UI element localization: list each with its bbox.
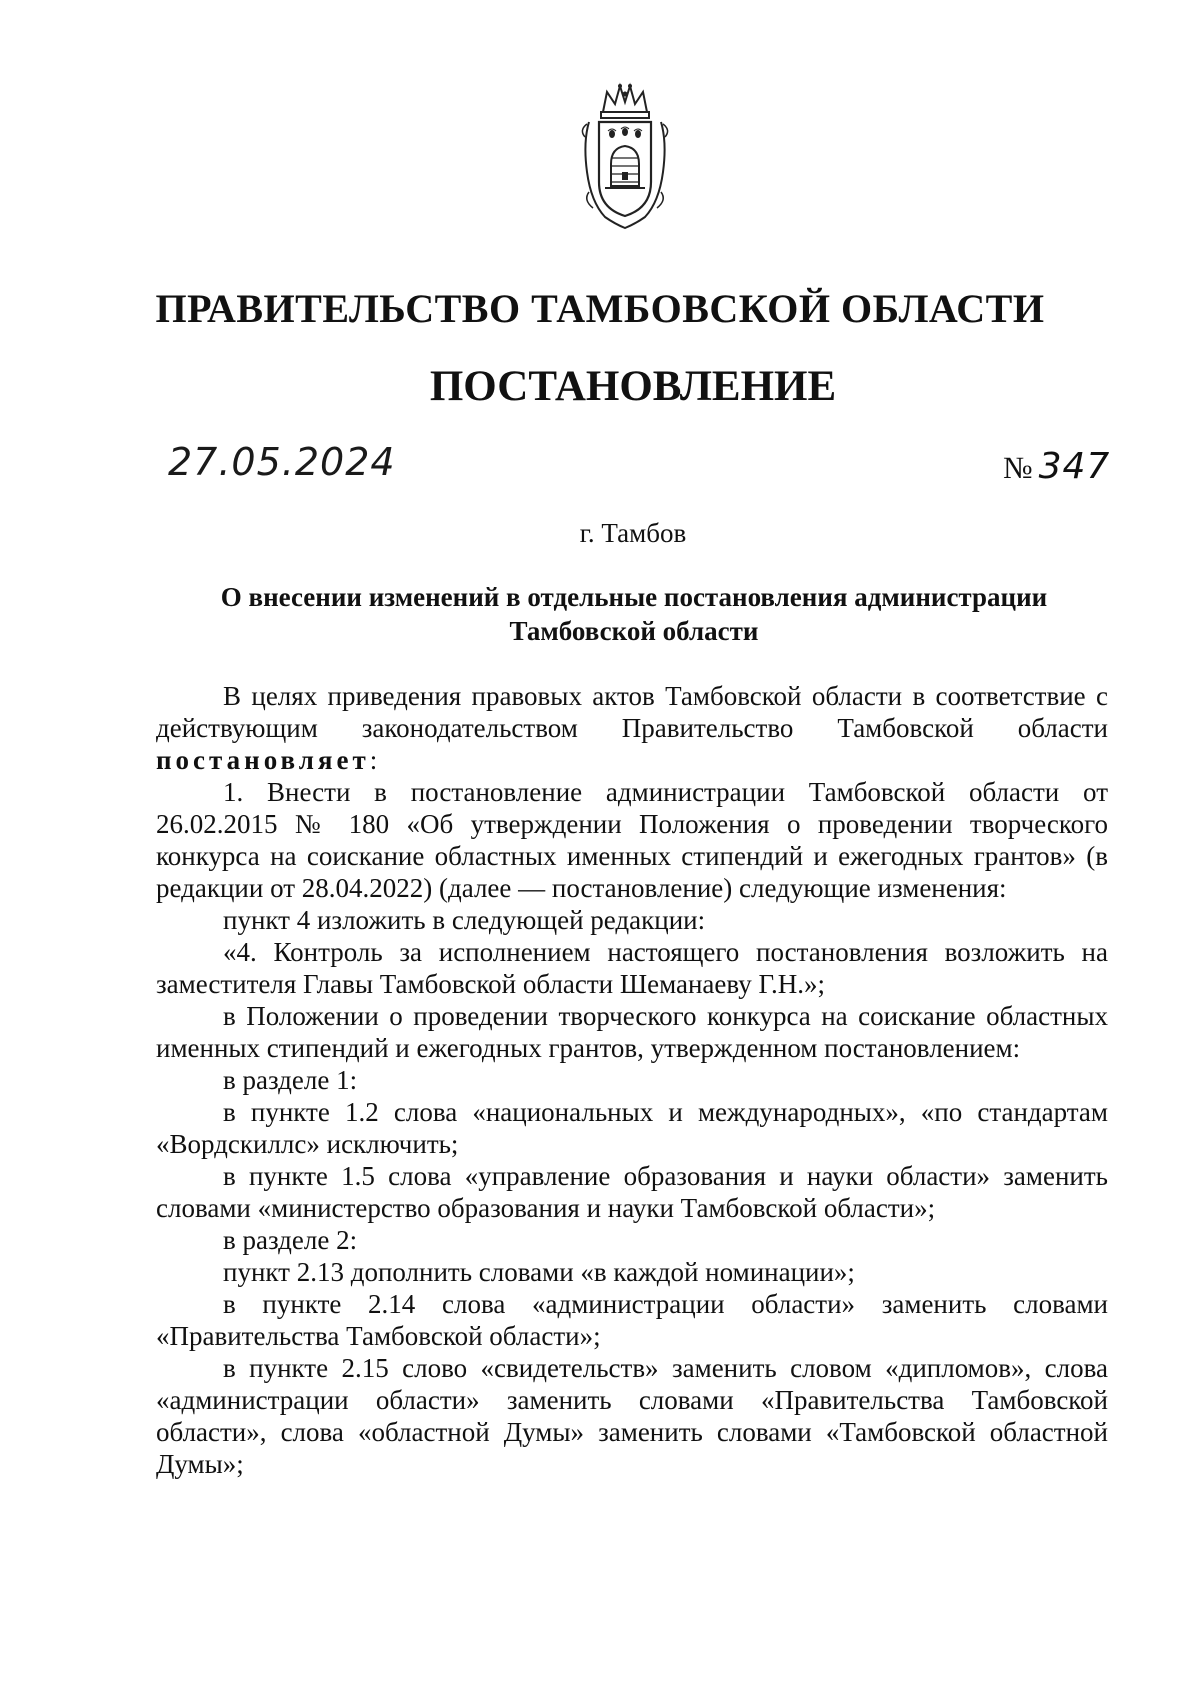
number-value: 347 (1038, 446, 1111, 487)
body-paragraph: в пункте 2.14 слова «администрации области» заменить словами «Правительства Тамбовской области»; (156, 1289, 1108, 1351)
subject-line-1: О внесении изменений в отдельные постановления администрации (220, 582, 1048, 612)
body-paragraph: в разделе 1: (223, 1065, 358, 1095)
body-paragraph: в Положении о проведении творческого конкурса на соискание областных именных стипендий и ежегодных грантов, утвержденном постановлением: (156, 1001, 1108, 1063)
body-paragraph: 1. Внести в постановление администрации Тамбовской области от 26.02.2015 № 180 «Об утверждении Положения о проведении творческого конкурса на соискание областных именных стипендий и ежегодных грантов» (в редакции от 28.04.2022) (далее — постановление) следующие изменения: (156, 777, 1108, 903)
body-paragraph: пункт 4 изложить в следующей редакции: (223, 905, 706, 935)
document-subject (160, 580, 1108, 648)
body-paragraph: в пункте 1.2 слова «национальных и международных», «по стандартам «Вордскиллс» исключить; (156, 1097, 1108, 1159)
body-paragraph: в пункте 2.15 слово «свидетельств» заменить словом «дипломов», слова «администрации области» заменить словами «Правительства Тамбовской области», слова «областной Думы» заменить словами «Тамбовской областной Думы»; (156, 1353, 1108, 1479)
intro-resolves: постановляет (156, 745, 370, 775)
document-number (1003, 446, 1110, 487)
tambov-coat-of-arms-icon (575, 82, 675, 232)
city-line: г. Тамбов (579, 518, 687, 548)
document-date: 27.05.2024 (168, 440, 396, 484)
body-paragraph: в разделе 2: (223, 1225, 358, 1255)
body-paragraph: пункт 2.13 дополнить словами «в каждой номинации»; (223, 1257, 855, 1287)
intro-colon: : (369, 745, 378, 775)
number-sign: № (1003, 450, 1033, 485)
government-title: ПРАВИТЕЛЬСТВО ТАМБОВСКОЙ ОБЛАСТИ (155, 286, 1045, 331)
intro-text: В целях приведения правовых актов Тамбовской области в соответствие с действующим законодательством Правительство Тамбовской области (156, 681, 1108, 743)
document-body (156, 680, 1108, 1480)
subject-line-2: Тамбовской области (509, 616, 759, 646)
body-paragraph: «4. Контроль за исполнением настоящего постановления возложить на заместителя Главы Тамбовской области Шеманаеву Г.Н.»; (156, 937, 1108, 999)
document-type-title: ПОСТАНОВЛЕНИЕ (429, 363, 837, 410)
body-paragraph: в пункте 1.5 слова «управление образования и науки области» заменить словами «министерство образования и науки Тамбовской области»; (156, 1161, 1108, 1223)
intro-paragraph (156, 680, 1108, 776)
